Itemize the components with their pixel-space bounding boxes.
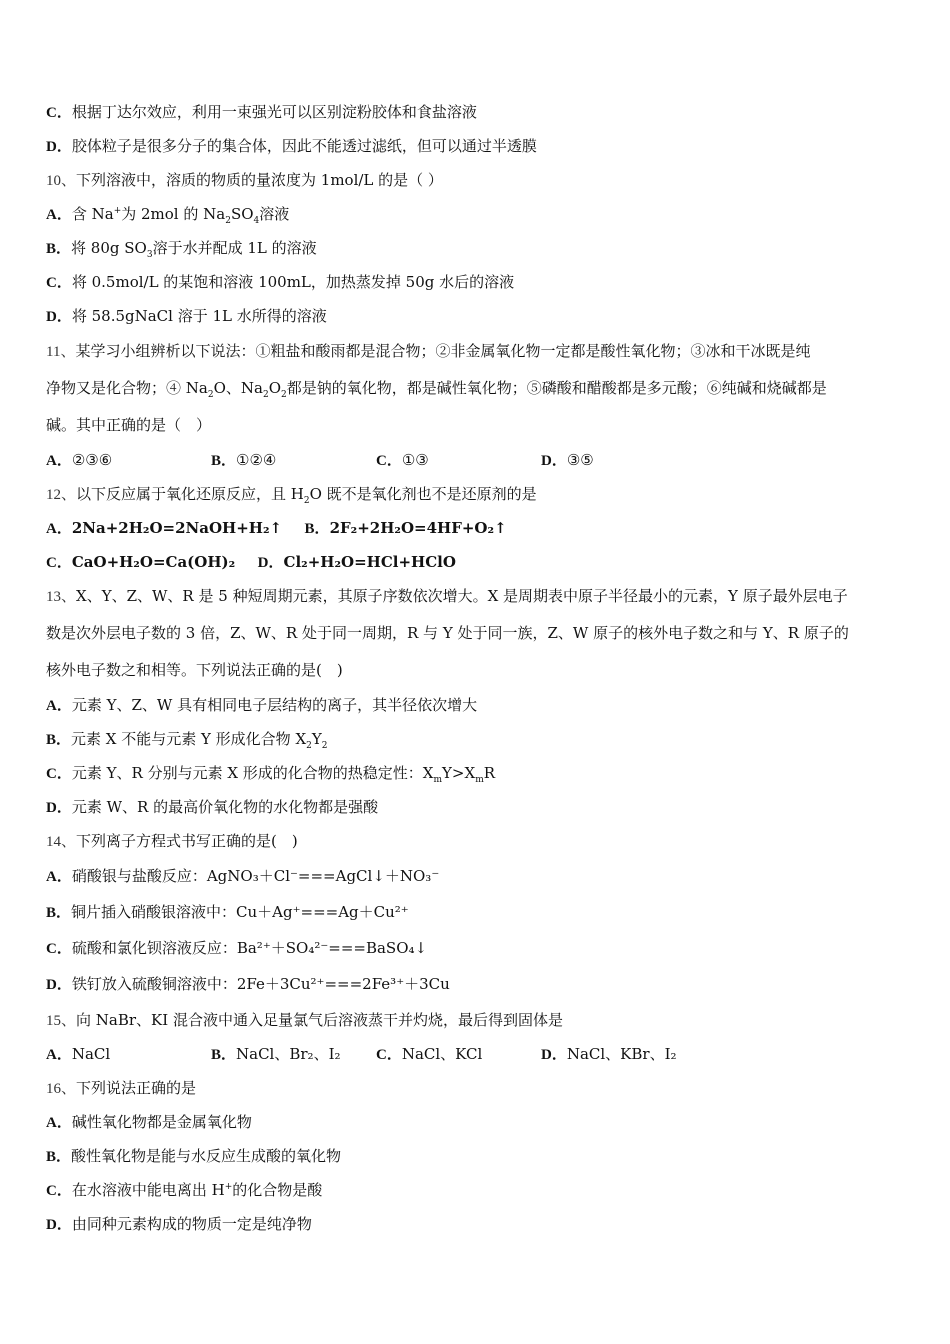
option-label: B． <box>211 453 237 469</box>
question-text: X、Y、Z、W、R 是 5 种短周期元素，其原子序数依次增大。X 是周期表中原子半径最小的元素，Y 原子最外层电子 <box>76 587 848 605</box>
option-text: 元素 Y、Z、W 具有相同电子层结构的离子，其半径依次增大 <box>71 696 478 714</box>
subscript: m <box>433 775 443 785</box>
question-text: 数是次外层电子数的 3 倍，Z、W、R 处于同一周期，R 与 Y 处于同一族，Z、W 原子的核外电子数之和与 Y、R 原子的 <box>46 624 849 642</box>
question-number: 16、 <box>46 1081 77 1097</box>
q13-option-b <box>46 729 328 749</box>
subscript: 2 <box>306 741 312 751</box>
option-text: 硝酸银与盐酸反应：AgNO₃＋Cl⁻===AgCl↓＋NO₃⁻ <box>71 867 440 885</box>
option-label: B． <box>46 905 72 921</box>
q16-option-c <box>46 1180 322 1200</box>
q11-option-a <box>46 450 112 471</box>
superscript: + <box>113 206 122 216</box>
q12-option-a <box>46 519 282 537</box>
option-text: 元素 W、R 的最高价氧化物的水化物都是强酸 <box>71 798 379 816</box>
option-text: 碱性氧化物都是金属氧化物 <box>71 1113 252 1131</box>
q12-option-c <box>46 553 235 571</box>
option-text: 在水溶液中能电离出 H <box>71 1181 225 1199</box>
q11-option-b <box>211 450 276 471</box>
option-text: Y>X <box>442 764 476 782</box>
option-label: D． <box>46 977 72 993</box>
q10-option-d <box>46 306 327 326</box>
subscript: 2 <box>303 496 310 506</box>
q13-option-a <box>46 695 477 715</box>
option-label: C． <box>376 453 402 469</box>
option-label: A． <box>46 1115 72 1131</box>
option-text: 将 0.5mol/L 的某饱和溶液 100mL，加热蒸发掉 50g 水后的溶液 <box>71 273 515 291</box>
option-label: B． <box>211 1047 237 1063</box>
subscript: 2 <box>321 741 328 751</box>
question-text: 下列离子方程式书写正确的是( ) <box>76 832 298 850</box>
question-number: 11、 <box>46 344 76 360</box>
option-label: C． <box>46 105 72 121</box>
option-text: 元素 X 不能与元素 Y 形成化合物 X <box>71 730 307 748</box>
option-text: NaCl、KBr、I₂ <box>566 1045 677 1063</box>
option-label: B． <box>46 1149 72 1165</box>
option-text: 2Na+2H₂O=2NaOH+H₂↑ <box>71 519 283 537</box>
option-text: NaCl、KCl <box>401 1045 483 1063</box>
option-text: ①③ <box>401 451 429 469</box>
option-label: D． <box>541 453 567 469</box>
option-text: 含 Na <box>71 205 114 223</box>
q11-option-c <box>376 450 429 471</box>
q16-option-b <box>46 1146 341 1166</box>
question-text: 向 NaBr、KI 混合液中通入足量氯气后溶液蒸干并灼烧，最后得到固体是 <box>76 1011 563 1029</box>
option-label: D． <box>46 800 72 816</box>
q10-option-a <box>46 204 289 224</box>
q15-option-b <box>211 1044 341 1065</box>
q13-stem-line2 <box>46 623 849 643</box>
option-text: Cl₂+H₂O=HCl+HClO <box>283 553 456 571</box>
option-text: 铜片插入硝酸银溶液中：Cu＋Ag⁺===Ag＋Cu²⁺ <box>71 903 409 921</box>
q15-options <box>46 1044 906 1064</box>
q14-option-a <box>46 866 439 886</box>
option-text: 根据丁达尔效应，利用一束强光可以区别淀粉胶体和食盐溶液 <box>71 103 477 121</box>
subscript: 2 <box>207 390 214 400</box>
subscript: 2 <box>262 390 269 400</box>
option-label: B． <box>304 521 330 537</box>
subscript: 2 <box>225 216 231 226</box>
option-label: C． <box>46 555 72 571</box>
option-text: 将 58.5gNaCl 溶于 1L 水所得的溶液 <box>71 307 327 325</box>
q10-option-b <box>46 238 317 258</box>
q14-option-b <box>46 902 409 922</box>
q12-option-d <box>258 553 456 571</box>
subscript: m <box>475 775 484 785</box>
q16-stem <box>46 1078 196 1098</box>
option-text: Y <box>311 730 322 748</box>
q15-option-c <box>376 1044 482 1065</box>
q12-stem <box>46 484 537 504</box>
q13-option-c <box>46 763 495 783</box>
question-text: O <box>268 379 281 397</box>
option-text: 将 80g SO <box>71 239 147 257</box>
q11-stem-line3 <box>46 415 211 435</box>
question-text: 下列说法正确的是 <box>76 1079 197 1097</box>
q14-option-d <box>46 974 450 994</box>
option-text: 元素 Y、R 分别与元素 X 形成的化合物的热稳定性：X <box>71 764 434 782</box>
option-text: 2F₂+2H₂O=4HF+O₂↑ <box>329 519 507 537</box>
q11-stem-line2 <box>46 378 827 398</box>
question-number: 10、 <box>46 173 77 189</box>
option-label: D． <box>46 309 72 325</box>
option-text: ③⑤ <box>566 451 594 469</box>
option-label: D． <box>257 555 284 571</box>
superscript: + <box>224 1182 233 1192</box>
option-text: 为 2mol 的 Na <box>121 205 226 223</box>
q15-option-d <box>541 1044 677 1065</box>
option-text: 溶液 <box>259 205 290 223</box>
option-label: C． <box>46 766 72 782</box>
question-text: 碱。其中正确的是（ ） <box>46 416 212 434</box>
option-label: A． <box>46 869 72 885</box>
option-label: A． <box>46 698 72 714</box>
option-text: 溶于水并配成 1L 的溶液 <box>152 239 317 257</box>
question-number: 13、 <box>46 589 77 605</box>
q9-option-c <box>46 102 477 122</box>
option-label: A． <box>46 453 72 469</box>
q12-options-ab <box>46 518 507 538</box>
option-label: C． <box>46 275 72 291</box>
option-text: 铁钉放入硫酸铜溶液中：2Fe＋3Cu²⁺===2Fe³⁺＋3Cu <box>71 975 450 993</box>
q14-stem <box>46 831 298 851</box>
subscript: 4 <box>253 216 260 226</box>
q11-option-d <box>541 450 594 471</box>
q16-option-d <box>46 1214 312 1234</box>
option-label: D． <box>46 139 72 155</box>
question-number: 14、 <box>46 834 77 850</box>
q16-option-a <box>46 1112 252 1132</box>
question-text: 以下反应属于氧化还原反应，且 H <box>76 485 304 503</box>
question-text: 核外电子数之和相等。下列说法正确的是( ) <box>46 661 343 679</box>
option-text: 酸性氧化物是能与水反应生成酸的氧化物 <box>71 1147 342 1165</box>
option-label: D． <box>46 1217 72 1233</box>
option-text: CaO+H₂O=Ca(OH)₂ <box>71 553 236 571</box>
option-text: 由同种元素构成的物质一定是纯净物 <box>71 1215 312 1233</box>
question-text: 净物又是化合物；④ Na <box>46 379 208 397</box>
option-text: ①②④ <box>236 451 277 469</box>
option-text: NaCl、Br₂、I₂ <box>236 1045 341 1063</box>
option-label: C． <box>376 1047 402 1063</box>
question-text: 下列溶液中，溶质的物质的量浓度为 1mol/L 的是（ ） <box>76 171 443 189</box>
option-label: B． <box>46 732 72 748</box>
option-label: A． <box>46 521 72 537</box>
q13-option-d <box>46 797 378 817</box>
option-label: B． <box>46 241 72 257</box>
option-text: NaCl <box>71 1045 111 1063</box>
option-text: 的化合物是酸 <box>232 1181 323 1199</box>
option-label: D． <box>541 1047 567 1063</box>
option-text: SO <box>230 205 254 223</box>
q15-stem <box>46 1010 563 1030</box>
q13-stem-line1 <box>46 586 848 606</box>
q15-option-a <box>46 1044 110 1065</box>
option-text: ②③⑥ <box>71 451 113 469</box>
question-text: O、Na <box>213 379 263 397</box>
option-label: A． <box>46 1047 72 1063</box>
q12-option-b <box>305 519 507 537</box>
q9-option-d <box>46 136 537 156</box>
option-label: C． <box>46 1183 72 1199</box>
q10-option-c <box>46 272 514 292</box>
q11-options <box>46 450 906 470</box>
option-text: 胶体粒子是很多分子的集合体，因此不能透过滤纸，但可以通过半透膜 <box>71 137 537 155</box>
q12-options-cd <box>46 552 456 572</box>
q11-stem-line1 <box>46 341 810 361</box>
option-label: A． <box>46 207 72 223</box>
question-number: 15、 <box>46 1013 77 1029</box>
subscript: 2 <box>281 390 287 400</box>
option-text: 硫酸和氯化钡溶液反应：Ba²⁺＋SO₄²⁻===BaSO₄↓ <box>71 939 428 957</box>
option-text: R <box>483 764 496 782</box>
subscript: 3 <box>146 250 153 260</box>
q10-stem <box>46 170 443 190</box>
q13-stem-line3 <box>46 660 343 680</box>
option-label: C． <box>46 941 72 957</box>
question-text: O 既不是氧化剂也不是还原剂的是 <box>309 485 537 503</box>
q14-option-c <box>46 938 427 958</box>
question-number: 12、 <box>46 487 77 503</box>
question-text: 都是钠的氧化物，都是碱性氧化物；⑤磷酸和醋酸都是多元酸；⑥纯碱和烧碱都是 <box>286 379 827 397</box>
question-text: 某学习小组辨析以下说法：①粗盐和酸雨都是混合物；②非金属氧化物一定都是酸性氧化物；③冰和干冰既是纯 <box>75 342 811 360</box>
